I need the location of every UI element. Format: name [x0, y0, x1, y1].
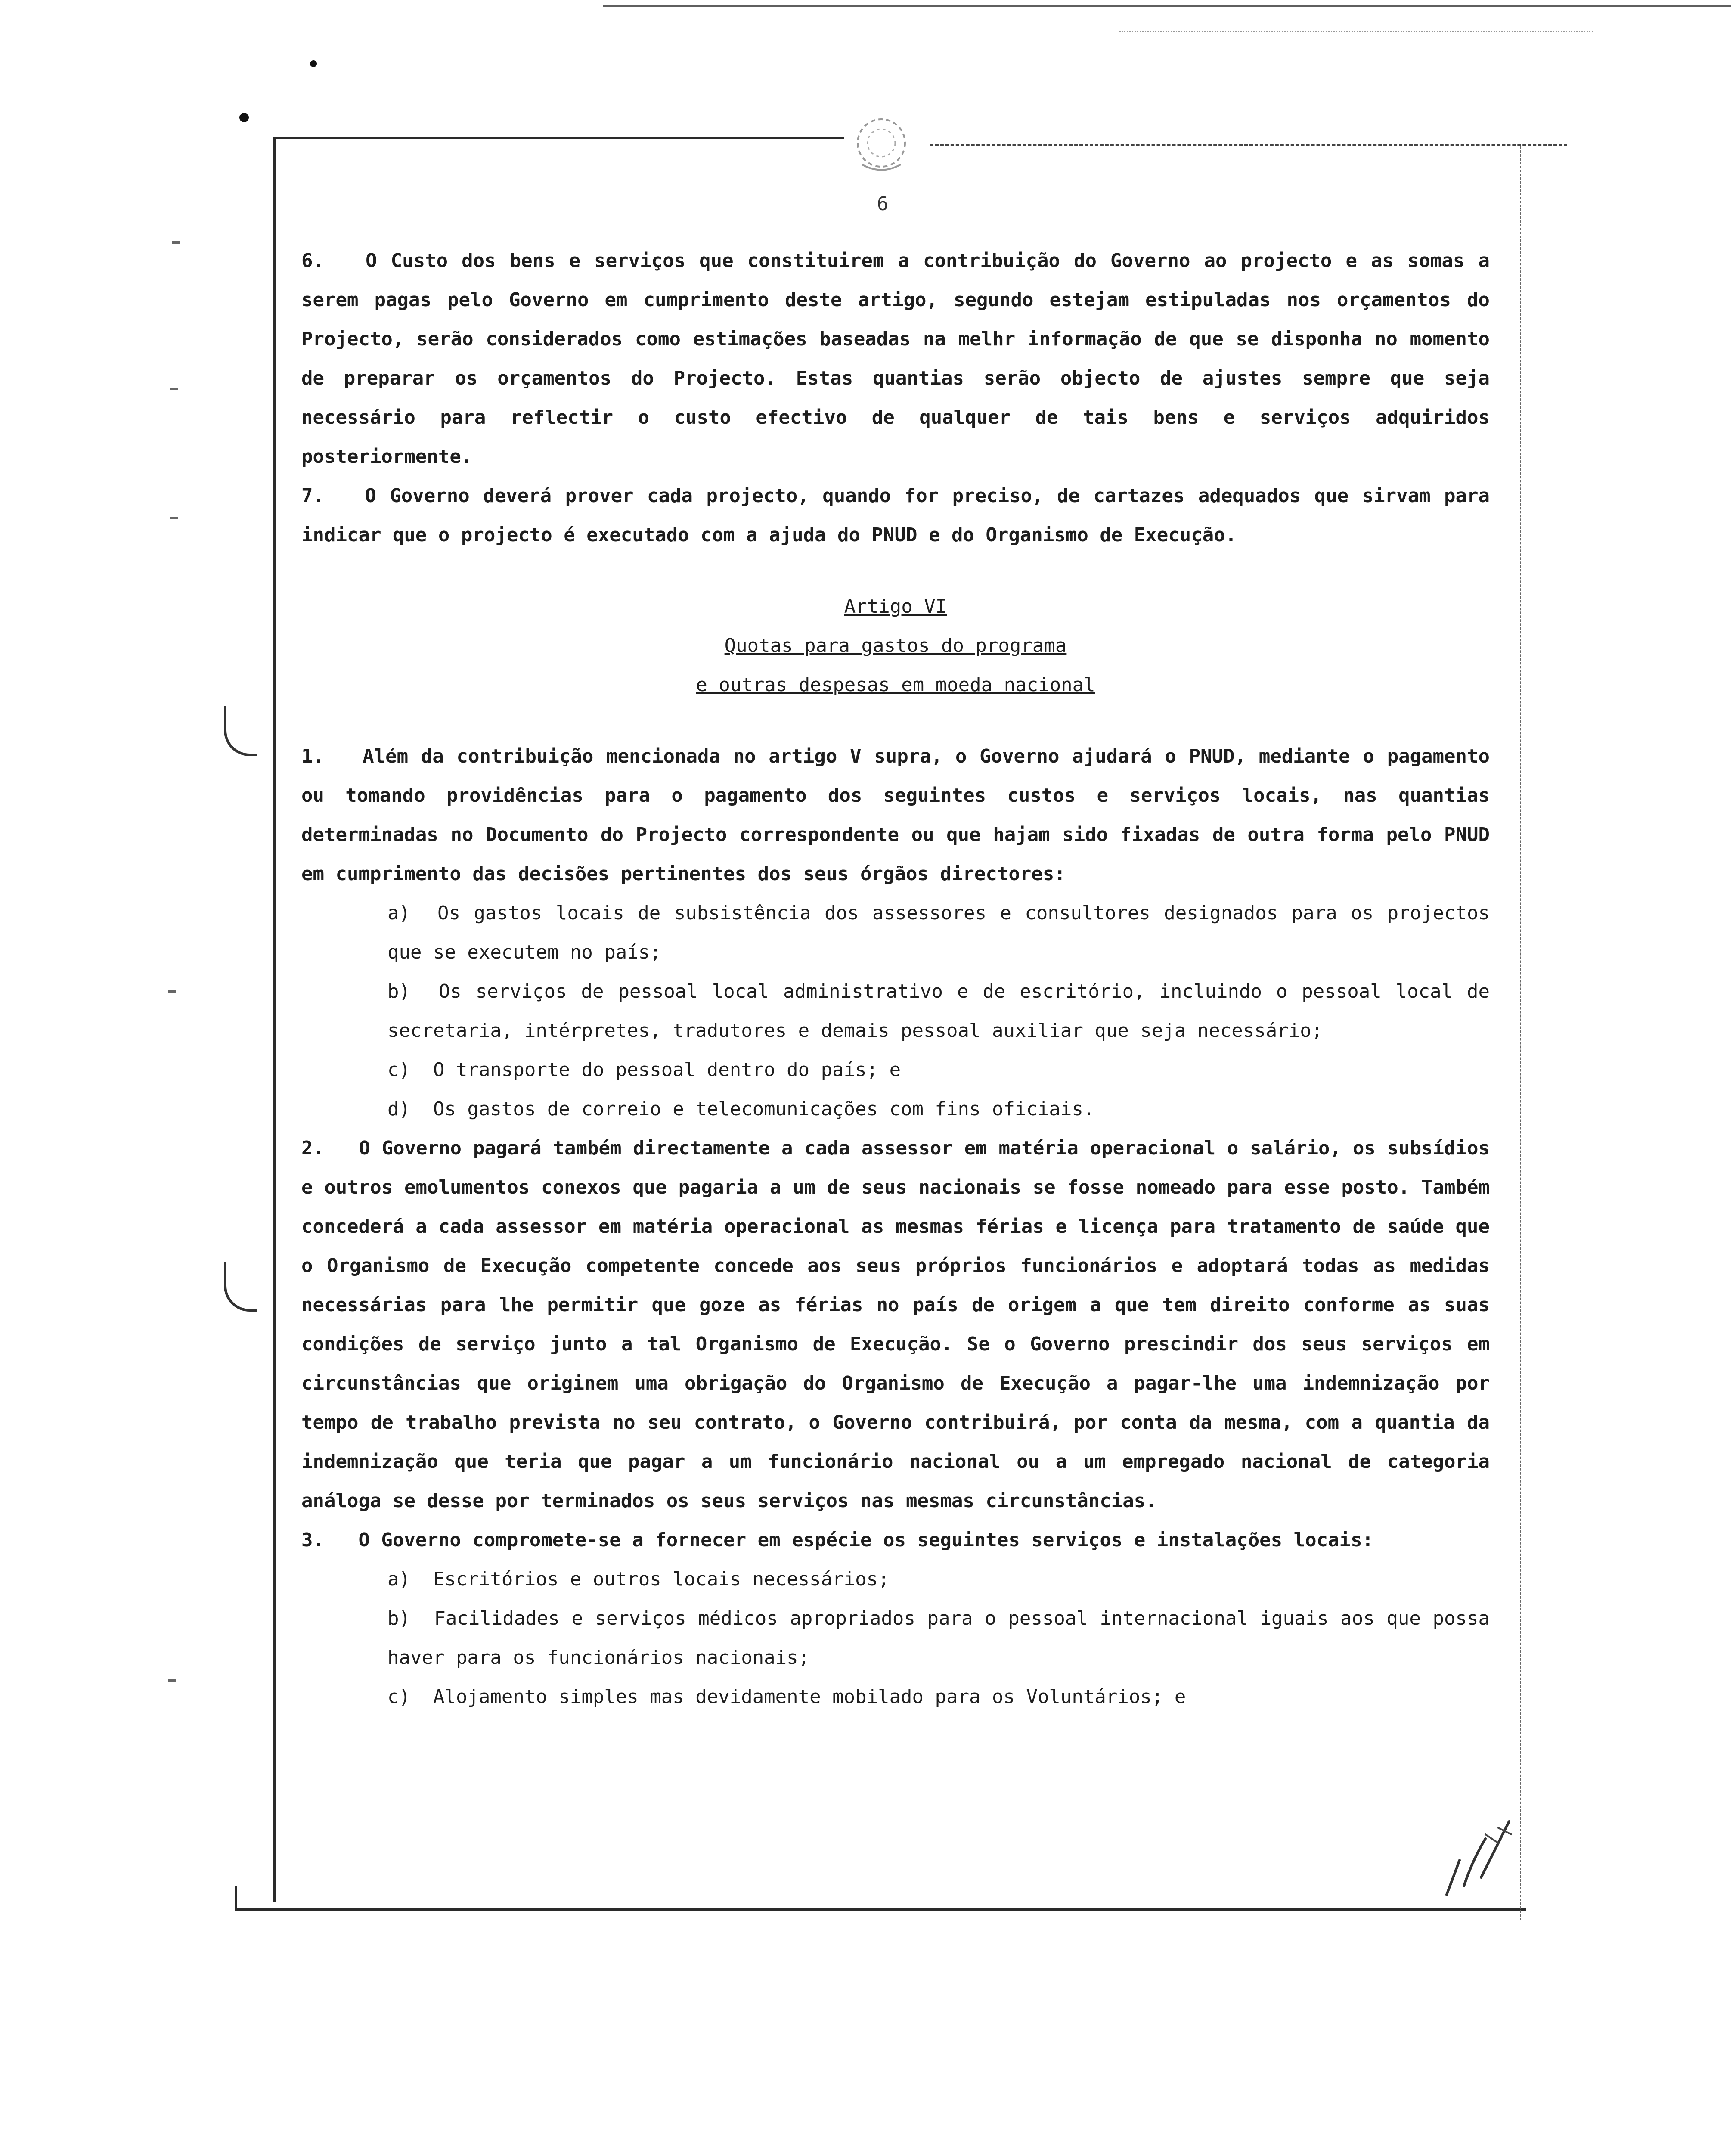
article-subtitle-line-2: e outras despesas em moeda nacional — [696, 674, 1095, 696]
margin-mark — [170, 517, 178, 519]
paragraph-1-item-b: b) Os serviços de pessoal local administrativo e de escritório, incluindo o pessoal local de secretaria, intérpretes, tradutores e demais pessoal auxiliar que seja necessário; — [388, 980, 1501, 1042]
frame-border-left — [273, 137, 276, 1902]
paragraph-6: 6. O Custo dos bens e serviços que constituirem a contribuição do Governo ao projecto e as somas a serem pagas pelo Governo em cumprimento deste artigo, segundo estejam estipuladas nos orçamentos do Projecto, serão considerados como estimações baseadas na melhr informação de que se disponha no momento de preparar os orçamentos do Projecto. Estas quantias serão objecto de ajustes sempre que seja necessário para reflectir o custo efectivo de qualquer de tais bens e serviços adquiridos posteriormente. — [301, 250, 1501, 468]
frame-border-top-right — [930, 144, 1567, 146]
paragraph-3-item-a: a) Escritórios e outros locais necessários; — [388, 1568, 890, 1590]
frame-border-top — [276, 137, 844, 139]
frame-border-bottom — [235, 1908, 1526, 1911]
handwritten-initials — [1434, 1809, 1520, 1903]
binding-clip-mark — [224, 706, 257, 756]
margin-mark — [168, 1679, 176, 1682]
document-body — [301, 241, 1501, 1716]
article-title: Artigo VI — [844, 596, 947, 617]
paragraph-1-item-d: d) Os gastos de correio e telecomunicações com fins oficiais. — [388, 1098, 1095, 1120]
paragraph-3-item-b: b) Facilidades e serviços médicos apropriados para o pessoal internacional iguais aos que possa haver para os funcionários nacionais; — [388, 1607, 1501, 1669]
scan-edge-line — [603, 5, 1731, 7]
margin-mark — [170, 388, 178, 390]
paragraph-3-item-c: c) Alojamento simples mas devidamente mobilado para os Voluntários; e — [388, 1686, 1186, 1708]
article-subtitle-line-1: Quotas para gastos do programa — [724, 635, 1067, 657]
paragraph-1-item-a: a) Os gastos locais de subsistência dos assessores e consultores designados para os projectos que se executem no país; — [388, 902, 1501, 963]
article-heading — [301, 587, 1490, 704]
punch-mark — [239, 113, 249, 122]
margin-mark — [172, 241, 180, 244]
paragraph-1: 1. Além da contribuição mencionada no artigo V supra, o Governo ajudará o PNUD, mediante o pagamento ou tomando providências para o pagamento dos seguintes custos e serviços locais, nas quantias determinadas no Documento do Projecto correspondente ou que hajam sido fixadas de outra forma pelo PNUD em cumprimento das decisões pertinentes dos seus órgãos directores: — [301, 745, 1501, 885]
punch-mark — [310, 60, 317, 67]
paragraph-3: 3. O Governo compromete-se a fornecer em espécie os seguintes serviços e instalações locais: — [301, 1529, 1374, 1551]
scan-dotted-line — [1119, 31, 1593, 32]
paragraph-1-item-c: c) O transporte do pessoal dentro do país; e — [388, 1059, 901, 1081]
margin-mark — [168, 990, 176, 993]
page-number: 6 — [877, 193, 889, 215]
binding-clip-mark — [224, 1262, 257, 1312]
paragraph-7: 7. O Governo deverá prover cada projecto, quando for preciso, de cartazes adequados que sirvam para indicar que o projecto é executado com a ajuda do PNUD e do Organismo de Execução. — [301, 485, 1501, 546]
frame-border-right — [1520, 146, 1521, 1920]
seal-stamp — [845, 113, 918, 177]
paragraph-2: 2. O Governo pagará também directamente a cada assessor em matéria operacional o salário, os subsídios e outros emolumentos conexos que pagaria a um de seus nacionais se fosse nomeado para esse posto. Também concederá a cada assessor em matéria operacional as mesmas férias e licença para tratamento de saúde que o Organismo de Execução competente concede aos seus próprios funcionários e adoptará todas as medidas necessárias para lhe permitir que goze as férias no país de origem a que tem direito conforme as suas condições de serviço junto a tal Organismo de Execução. Se o Governo prescindir dos seus serviços em circunstâncias que originem uma obrigação do Organismo de Execução a pagar-lhe uma indemnização por tempo de trabalho prevista no seu contrato, o Governo contribuirá, por conta da mesma, com a quantia da indemnização que teria que pagar a um funcionário nacional ou a um empregado nacional de categoria análoga se desse por terminados os seus serviços nas mesmas circunstâncias. — [301, 1137, 1501, 1512]
frame-border-left-lower — [235, 1886, 237, 1908]
